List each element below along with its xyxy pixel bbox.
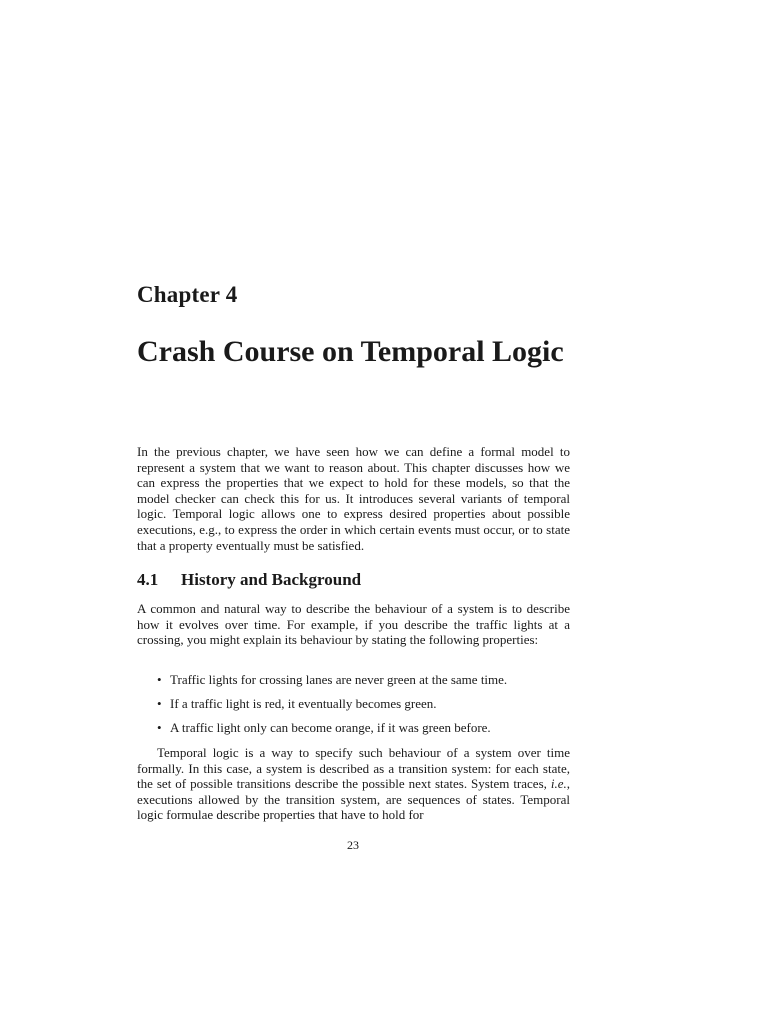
page-number: 23 — [347, 838, 359, 852]
bullet-icon: • — [157, 696, 162, 711]
section-heading — [137, 570, 361, 590]
bullet-icon: • — [157, 720, 162, 735]
list-item — [137, 720, 570, 744]
chapter-title: Crash Course on Temporal Logic — [137, 335, 564, 368]
list-item — [137, 696, 570, 720]
bullet-text: A traffic light only can become orange, if it was green before. — [170, 720, 491, 735]
intro-paragraph: In the previous chapter, we have seen how we can define a formal model to represent a system that we want to reason about. This chapter discusses how we can express the properties that we expect to hold for these models, so that the model checker can check this for us. It introduces several variants of temporal logic. Temporal logic allows one to express desired properties about possible executions, e.g., to express the order in which certain events must occur, or to state that a property eventually must be satisfied. — [137, 444, 570, 553]
bullet-list — [137, 672, 570, 744]
list-item — [137, 672, 570, 696]
paragraph-text-start: Temporal logic is a way to specify such behaviour of a system over time formally. In this case, a system is described as a transition system: for each state, the set of possible transitions describe the possible next states. System traces, — [137, 745, 570, 792]
chapter-label: Chapter 4 — [137, 282, 238, 307]
section-title: History and Background — [181, 570, 362, 589]
paragraph-text-end: , executions allowed by the transition system, are sequences of states. Temporal logic formulae describe properties that have to hold for — [137, 776, 570, 823]
bullet-text: Traffic lights for crossing lanes are never green at the same time. — [170, 672, 508, 687]
paragraph-text-italic: i.e. — [550, 776, 567, 792]
bullet-text: If a traffic light is red, it eventually becomes green. — [170, 696, 437, 711]
paragraph-temporal-logic — [137, 745, 570, 823]
section-number: 4.1 — [137, 570, 159, 589]
paragraph-history: A common and natural way to describe the behaviour of a system is to describe how it evolves over time. For example, if you describe the traffic lights at a crossing, you might explain its behaviour by stating the following properties: — [137, 601, 570, 648]
bullet-icon: • — [157, 672, 162, 687]
